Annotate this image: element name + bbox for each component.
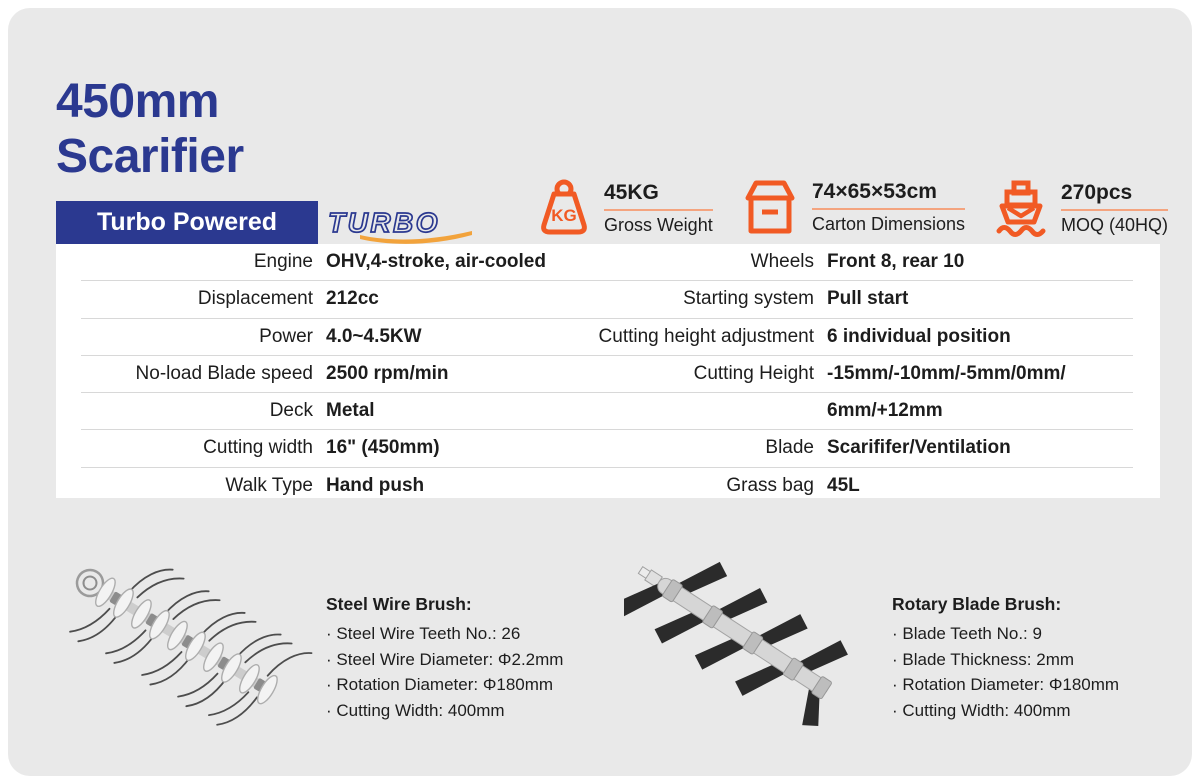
- stat-carton-dimensions: [741, 177, 965, 237]
- stat-label: MOQ (40HQ): [1061, 214, 1169, 235]
- spec-row: [81, 468, 1133, 504]
- spec-table: [56, 244, 1160, 498]
- spec-row: [81, 393, 1133, 430]
- spec-row: [81, 430, 1133, 467]
- spec-label: Starting system: [683, 288, 814, 310]
- spec-label: No-load Blade speed: [135, 362, 313, 384]
- spec-label: Displacement: [197, 288, 313, 310]
- brush-title: Rotary Blade Brush:: [892, 594, 1062, 614]
- spec-label: Walk Type: [225, 474, 313, 496]
- brush-spec-item: · Steel Wire Diameter: Φ2.2mm: [326, 649, 564, 669]
- stat-value: 270pcs: [1061, 181, 1168, 211]
- brush-spec-item: · Steel Wire Teeth No.: 26: [326, 624, 521, 643]
- spec-label: Cutting width: [203, 437, 313, 459]
- spec-value: -15mm/-10mm/-5mm/0mm/: [827, 362, 1066, 384]
- rotary-blade-brush-image: [624, 554, 879, 734]
- spec-value: Hand push: [326, 474, 425, 496]
- spec-label: Wheels: [750, 251, 814, 273]
- turbo-logo: [324, 202, 476, 244]
- brush-title: Steel Wire Brush:: [326, 594, 472, 614]
- spec-value: Pull start: [827, 288, 909, 310]
- spec-value: OHV,4-stroke, air-cooled: [326, 251, 546, 273]
- stat-text-block: [1061, 181, 1168, 236]
- spec-label: Deck: [269, 400, 313, 422]
- weight-kg-icon: [537, 179, 591, 237]
- brush-spec-item: · Cutting Width: 400mm: [326, 700, 505, 720]
- spec-row: [81, 356, 1133, 393]
- stat-value: 74×65×53cm: [812, 180, 965, 210]
- stat-value: 45KG: [604, 181, 713, 211]
- stat-moq: [994, 178, 1168, 238]
- spec-value: 212cc: [326, 288, 379, 310]
- spec-value: 6mm/+12mm: [827, 400, 943, 422]
- spec-label: Engine: [253, 251, 313, 273]
- brush-spec-item: · Blade Teeth No.: 9: [892, 624, 1042, 643]
- stat-label: Gross Weight: [604, 214, 713, 235]
- ship-icon: [994, 178, 1048, 238]
- page-title: [56, 74, 244, 184]
- carton-box-icon: [741, 177, 799, 237]
- steel-wire-brush-image: [60, 553, 325, 743]
- spec-label: Blade: [765, 437, 814, 459]
- spec-label: Grass bag: [726, 474, 814, 496]
- stat-label: Carton Dimensions: [812, 213, 966, 234]
- spec-row: [81, 244, 1133, 281]
- stat-text-block: [604, 181, 713, 236]
- spec-value: 6 individual position: [827, 325, 1011, 347]
- steel-wire-brush-specs: [326, 594, 563, 723]
- spec-value: 16" (450mm): [326, 437, 440, 459]
- spec-label: Power: [259, 325, 313, 347]
- spec-row: [81, 281, 1133, 318]
- spec-sheet-card: [8, 8, 1192, 776]
- page-title-line2: Scarifier: [56, 130, 244, 183]
- spec-value: Scarififer/Ventilation: [827, 437, 1011, 459]
- spec-label: Cutting height adjustment: [598, 325, 814, 347]
- spec-value: 45L: [827, 474, 860, 496]
- spec-row: [81, 319, 1133, 356]
- spec-value: 2500 rpm/min: [326, 362, 449, 384]
- brush-spec-item: · Rotation Diameter: Φ180mm: [892, 675, 1120, 694]
- stat-gross-weight: [537, 179, 713, 237]
- turbo-logo-text: TURBO: [328, 207, 441, 238]
- spec-label: Cutting Height: [693, 362, 814, 384]
- rotary-blade-brush-specs: [892, 594, 1119, 723]
- page-title-line1: 450mm: [56, 75, 219, 128]
- weight-icon-kg-text: KG: [551, 206, 577, 225]
- brush-spec-item: · Cutting Width: 400mm: [892, 700, 1071, 720]
- brush-spec-item: · Rotation Diameter: Φ180mm: [326, 675, 554, 694]
- brush-spec-item: · Blade Thickness: 2mm: [892, 649, 1075, 669]
- spec-value: Metal: [326, 400, 375, 422]
- turbo-powered-badge: [56, 201, 318, 244]
- spec-value: 4.0~4.5KW: [326, 325, 422, 347]
- stat-text-block: [812, 180, 965, 235]
- spec-value: Front 8, rear 10: [827, 251, 965, 273]
- turbo-powered-badge-label: Turbo Powered: [96, 208, 278, 236]
